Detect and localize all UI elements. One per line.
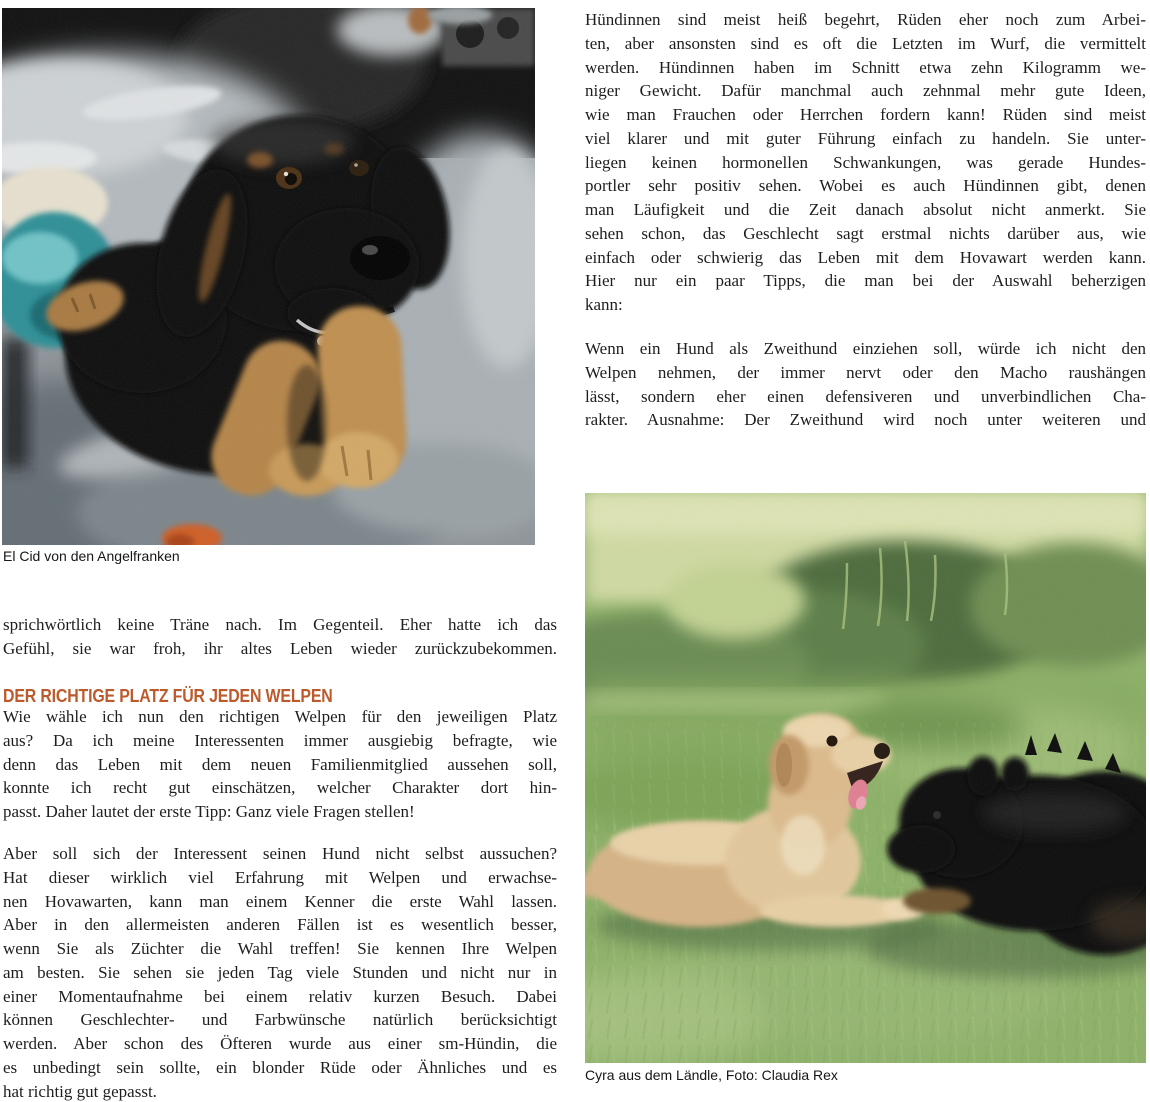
text-line: passt. Daher lautet der erste Tipp: Ganz viele Fragen stellen! bbox=[3, 802, 415, 821]
text-line: portler sehr positiv sehen. Wobei es auch Hündinnen gibt, denen bbox=[585, 176, 1146, 196]
paragraph-choice bbox=[3, 705, 557, 824]
text-line: sprichwörtlich keine Träne nach. Im Gegenteil. Eher hatte ich das bbox=[3, 615, 557, 634]
text-line: denn das Leben mit dem neuen Familienmitglied aussehen soll, bbox=[3, 754, 557, 774]
text-line: niger Gewicht. Dafür manchmal auch zehnmal mehr gute Ideen, bbox=[585, 81, 1146, 101]
text-line: liegen keinen hormonellen Schwankungen, was gerade Hundes- bbox=[585, 152, 1146, 172]
text-line: Welpen nehmen, der immer nervt oder den Macho raushängen bbox=[585, 362, 1146, 382]
paragraph-seconddog bbox=[585, 337, 1146, 432]
text-line: werden. Aber schon des Öfteren wurde aus einer sm-Hündin, die bbox=[3, 1034, 557, 1053]
text-line: Wenn ein Hund als Zweithund einziehen soll, würde ich nicht den bbox=[585, 339, 1146, 358]
text-line: Hat dieser wirklich viel Erfahrung mit Welpen und erwachse- bbox=[3, 867, 557, 887]
text-line: wie man Frauchen oder Herrchen fordern kann! Rüden sind meist bbox=[585, 105, 1146, 124]
text-line: einer Momentaufnahme bei einem relativ kurzen Besuch. Dabei bbox=[3, 986, 557, 1006]
paragraph-gender bbox=[585, 8, 1146, 317]
text-line: nen Hovawarten, kann man einem Kenner die erste Wahl lassen. bbox=[3, 891, 557, 911]
puppy-in-blanket-illustration bbox=[2, 8, 535, 545]
text-line: aus? Da ich meine Interessenten immer ausgiebig befragte, wie bbox=[3, 730, 557, 750]
dogs-on-lawn-photo bbox=[585, 493, 1146, 1063]
section-heading: DER RICHTIGE PLATZ FÜR JEDEN WELPEN bbox=[3, 685, 333, 706]
text-line: Wie wähle ich nun den richtigen Welpen für den jeweiligen Platz bbox=[3, 707, 557, 726]
text-line: es unbedingt sein sollte, ein blonder Rüde oder Ähnliches und es bbox=[3, 1057, 557, 1077]
text-line: Gefühl, sie war froh, ihr altes Leben wieder zurückzubekommen. bbox=[3, 638, 557, 658]
paragraph-intro bbox=[3, 613, 557, 661]
text-line: können Geschlechter- und Farbwünsche natürlich berücksichtigt bbox=[3, 1010, 557, 1030]
text-line: rakter. Ausnahme: Der Zweithund wird noch unter weiteren und bbox=[585, 410, 1146, 430]
paragraph-breeder bbox=[3, 842, 557, 1102]
text-line: sehen schon, das Geschlecht sagt erstmal nichts darüber aus, wie bbox=[585, 223, 1146, 243]
text-line: lässt, sondern eher einen defensiveren und unverbindlichen Cha- bbox=[585, 386, 1146, 406]
photo-caption-right: Cyra aus dem Ländle, Foto: Claudia Rex bbox=[585, 1067, 838, 1083]
text-line: man Läufigkeit und die Zeit danach absolut nicht anmerkt. Sie bbox=[585, 200, 1146, 219]
text-line: am besten. Sie sehen sie jeden Tag viele Stunden und nicht nur in bbox=[3, 962, 557, 982]
text-line: kann: bbox=[585, 295, 623, 314]
text-line: werden. Hündinnen haben im Schnitt etwa zehn Kilogramm we- bbox=[585, 57, 1146, 77]
photo-caption-left: El Cid von den Angelfranken bbox=[3, 548, 180, 564]
puppy-in-blanket-photo bbox=[2, 8, 535, 545]
text-line: viel klarer und mit guter Führung einfach zu handeln. Sie unter- bbox=[585, 128, 1146, 148]
text-line: ten, aber ansonsten sind es oft die Letzten im Wurf, die vermittelt bbox=[585, 33, 1146, 53]
text-line: Aber soll sich der Interessent seinen Hund nicht selbst aussuchen? bbox=[3, 844, 557, 863]
text-line: wenn Sie als Züchter die Wahl treffen! Sie kennen Ihre Welpen bbox=[3, 939, 557, 958]
dogs-on-lawn-illustration bbox=[585, 493, 1146, 1063]
text-line: konnte ich recht gut einschätzen, welcher Charakter dort hin- bbox=[3, 778, 557, 798]
text-line: Aber in den allermeisten anderen Fällen ist es wesentlich besser, bbox=[3, 915, 557, 935]
text-line: Hündinnen sind meist heiß begehrt, Rüden eher noch zum Arbei- bbox=[585, 10, 1146, 29]
text-line: Hier nur ein paar Tipps, die man bei der Auswahl beherzigen bbox=[585, 271, 1146, 291]
text-line: einfach oder schwierig das Leben mit dem Hovawart werden kann. bbox=[585, 247, 1146, 267]
text-line: hat richtig gut gepasst. bbox=[3, 1081, 157, 1101]
